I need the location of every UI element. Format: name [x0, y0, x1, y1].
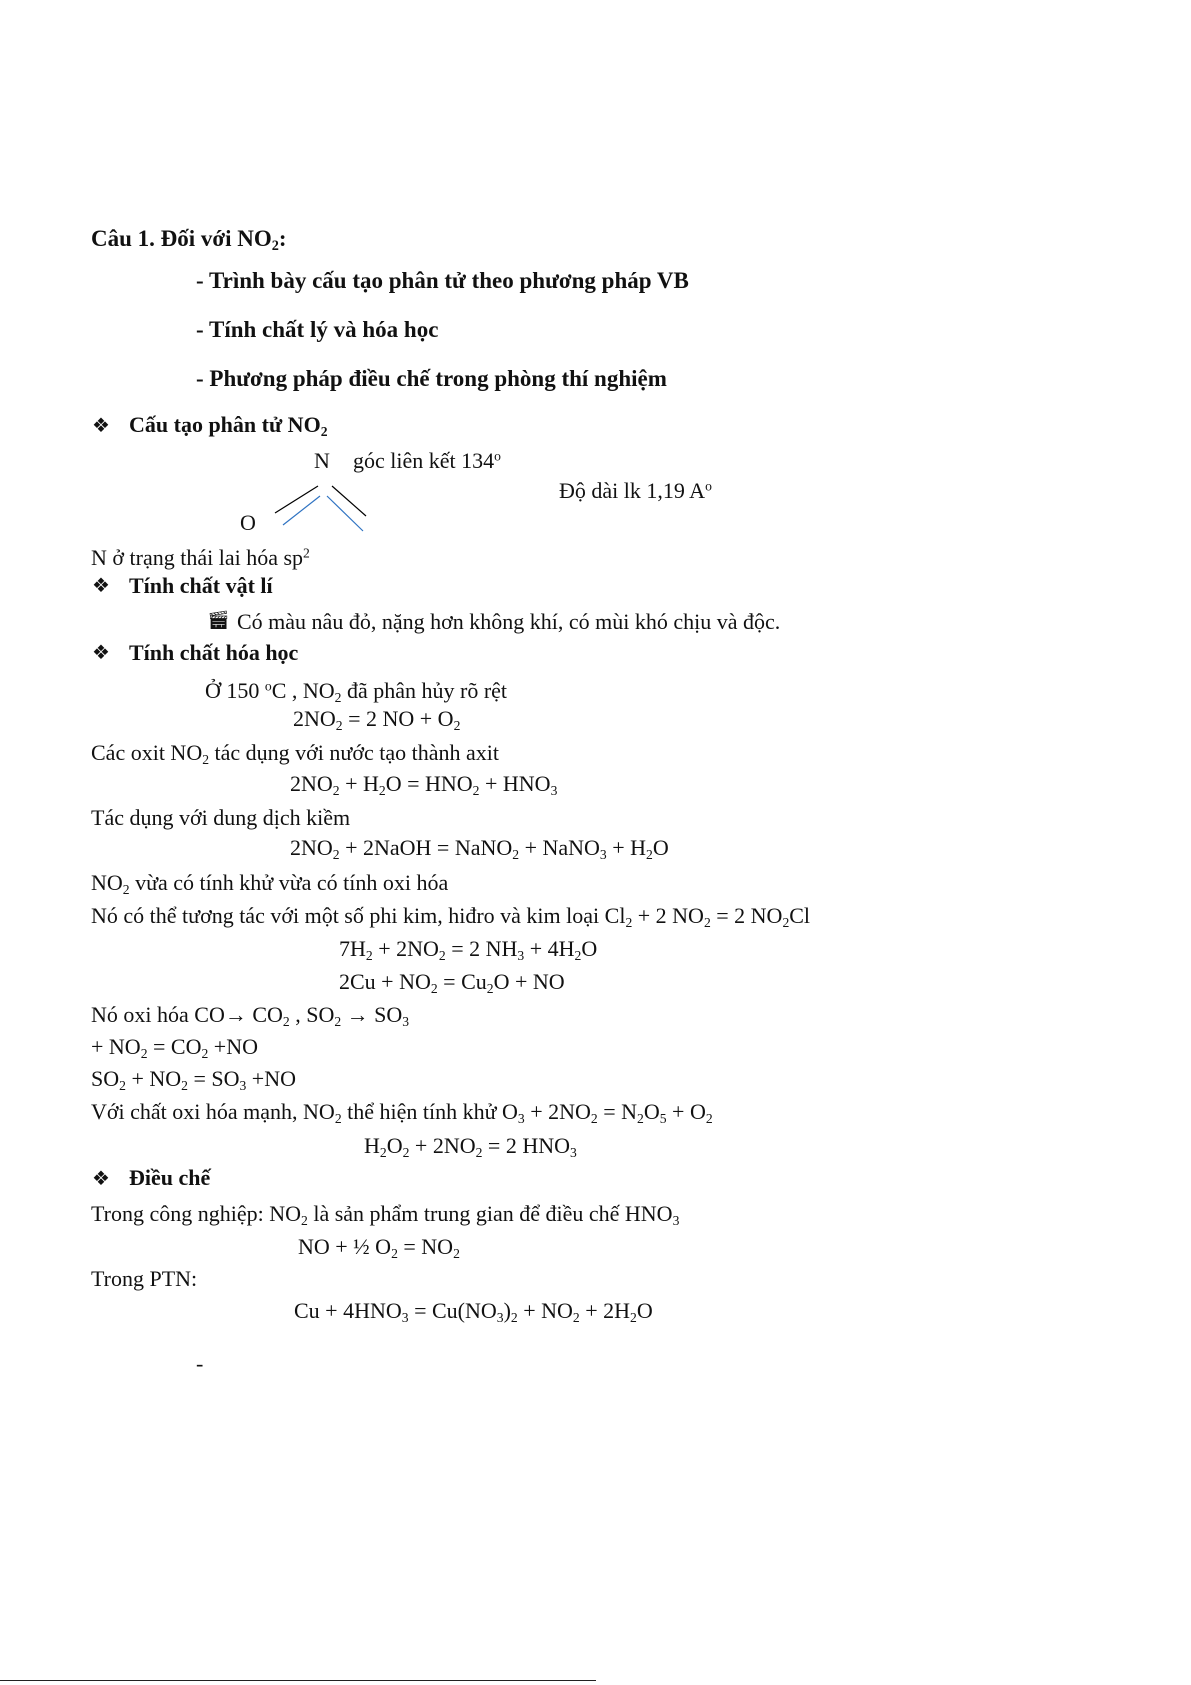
- decomposition-text-c: đã phân hủy rõ rệt: [341, 678, 508, 703]
- question-item-1: - Trình bày cấu tạo phân tử theo phương pháp VB: [196, 268, 689, 293]
- prep-heading: Điều chế: [129, 1165, 211, 1190]
- bond-line-left-inner: [283, 496, 320, 525]
- question-title: [91, 226, 287, 254]
- equation-industry: NO + ½ $O_2 = NO_2$: [298, 1234, 460, 1261]
- equation-hydrogen: $7H_2 + 2NO_2 = 2$ $NH_3 + 4H_2O$: [339, 936, 598, 963]
- bond-angle-degree: o: [494, 448, 501, 464]
- equation-alkali: $2NO_2$ + 2NaOH = NaNO$_2$ + NaNO$_3$ + $H_2O$: [290, 835, 669, 862]
- question-item-3: - Phương pháp điều chế trong phòng thí nghiệm: [196, 366, 667, 391]
- bond-line-right-outer: [332, 486, 366, 516]
- redox-text: [91, 870, 449, 897]
- redox-sub: 2: [122, 881, 130, 897]
- water-reaction-text: [91, 740, 499, 767]
- hybridization-text: [91, 547, 310, 569]
- lab-text: Trong PTN:: [91, 1266, 198, 1291]
- industry-text-b: là sản phẩm trung gian để điều chế HNO: [307, 1201, 673, 1226]
- trailing-dash: -: [196, 1351, 204, 1376]
- question-title-sub: 2: [271, 237, 279, 254]
- strong-text-a: Với chất oxi hóa mạnh, NO: [91, 1099, 335, 1124]
- nonmetal-text: Nó có thể tương tác với một số phi kim, hiđro và kim loại: [91, 903, 605, 928]
- bond-length-value: Độ dài lk 1,19 A: [559, 478, 706, 503]
- physical-heading: Tính chất vật lí: [129, 573, 273, 598]
- bond-line-left-outer: [275, 486, 318, 513]
- water-sub: 2: [202, 751, 210, 767]
- chemical-heading: Tính chất hóa học: [129, 640, 299, 665]
- strong-oxidizer-text: Với chất oxi hóa mạnh, $NO_2$ thể hiện tính khử $O_3 + 2NO_2 = N_2O_5 + O_2$: [91, 1099, 713, 1126]
- hybridization-value: N ở trạng thái lai hóa sp: [91, 545, 304, 570]
- diamond-bullet-icon: ❖: [92, 1168, 110, 1190]
- alkali-text: Tác dụng với dung dịch kiềm: [91, 805, 351, 830]
- industry-text: [91, 1201, 680, 1228]
- equation-water: $2NO_2 + H_2O = HNO_2 + HNO_3$: [290, 771, 558, 798]
- redox-text-b: vừa có tính khử vừa có tính oxi hóa: [129, 870, 449, 895]
- structure-heading-text: Cấu tạo phân tử NO: [129, 412, 321, 437]
- structure-heading: [129, 412, 328, 439]
- industry-sub-2: 3: [672, 1212, 680, 1228]
- equation-so2: $SO_2 + NO_2 = SO_3 +NO$: [91, 1066, 296, 1093]
- redox-text-a: NO: [91, 870, 123, 895]
- oxidize-text-c: → SO: [341, 1002, 403, 1027]
- decomposition-text: [205, 678, 508, 705]
- oxidize-sub-3: 3: [402, 1013, 410, 1029]
- bond-length-text: [559, 480, 712, 502]
- equation-decomposition: $2NO_2 = 2$ NO + $O_2$: [293, 706, 461, 733]
- question-title-text: Câu 1. Đối với NO: [91, 226, 272, 251]
- footer-rule: [0, 1680, 596, 1681]
- bond-length-unit: o: [705, 478, 712, 494]
- strong-sub: 2: [334, 1110, 342, 1126]
- oxidize-sub-2: 2: [334, 1013, 342, 1029]
- equation-peroxide: $H_2O_2 + 2NO_2 = 2$ $HNO_3$: [364, 1133, 577, 1160]
- nonmetal-reaction-text: Nó có thể tương tác với một số phi kim, hiđro và kim loại $Cl_2 + 2$ $NO_2 = 2$ $NO_2Cl$: [91, 903, 811, 930]
- diamond-bullet-icon: ❖: [92, 575, 110, 597]
- water-text-b: tác dụng với nước tạo thành axit: [209, 740, 499, 765]
- decomposition-text-b: C , NO: [271, 678, 335, 703]
- bond-line-right-inner: [327, 496, 363, 531]
- industry-sub: 2: [301, 1212, 308, 1228]
- oxidize-sub-1: 2: [282, 1013, 290, 1029]
- decomposition-degree: o: [264, 678, 272, 694]
- strong-text-b: thể hiện tính khử: [341, 1099, 503, 1124]
- question-title-colon: :: [278, 226, 287, 251]
- oxygen-label: O: [240, 510, 256, 535]
- structure-heading-sub: 2: [320, 423, 328, 439]
- equation-copper: $2Cu + NO_2 = Cu_2O$ + NO: [339, 969, 565, 996]
- oxidize-text-b: , SO: [289, 1002, 335, 1027]
- clapperboard-icon: 🎬︎: [207, 610, 230, 631]
- bond-angle-text: [353, 450, 501, 472]
- industry-text-a: Trong công nghiệp: NO: [91, 1201, 302, 1226]
- bond-angle-value: góc liên kết 134: [353, 448, 495, 473]
- equation-lab: $Cu + 4HNO_3 = Cu(NO_3)_2 + NO_2 + 2H_2O$: [294, 1298, 653, 1325]
- diamond-bullet-icon: ❖: [92, 642, 110, 664]
- nitrogen-label: N: [314, 448, 330, 473]
- question-item-2: - Tính chất lý và hóa học: [196, 317, 439, 342]
- equation-co: + $NO_2 = CO_2 +NO$: [91, 1034, 258, 1061]
- oxidize-text-a: Nó oxi hóa CO→ CO: [91, 1002, 283, 1027]
- decomposition-sub: 2: [334, 689, 342, 705]
- hybridization-sup: 2: [303, 545, 310, 561]
- oxidize-co-text: [91, 1002, 410, 1029]
- decomposition-text-a: Ở 150: [205, 678, 265, 703]
- physical-text: Có màu nâu đỏ, nặng hơn không khí, có mùi khó chịu và độc.: [237, 609, 781, 634]
- water-text-a: Các oxit NO: [91, 740, 203, 765]
- diamond-bullet-icon: ❖: [92, 415, 110, 437]
